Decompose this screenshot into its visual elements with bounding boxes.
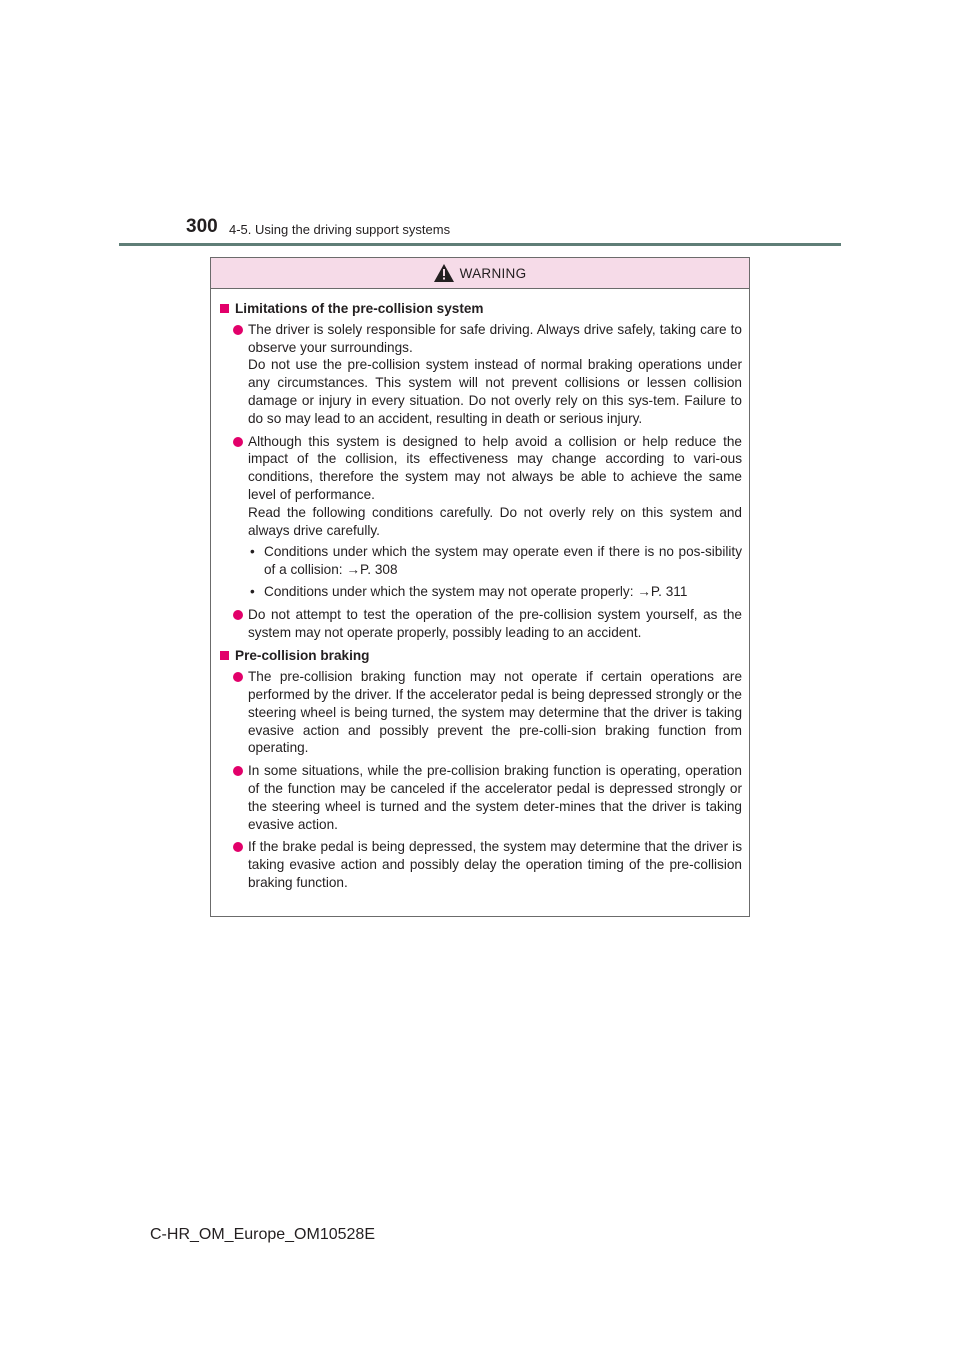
circle-bullet-icon bbox=[233, 672, 243, 682]
circle-bullet-icon bbox=[233, 766, 243, 776]
section-heading-text: Pre-collision braking bbox=[235, 648, 370, 664]
sub-bullet-icon: • bbox=[250, 544, 255, 560]
bullet-text bbox=[248, 838, 742, 891]
section-heading bbox=[219, 647, 742, 665]
bullet-paragraph: Do not attempt to test the operation of the pre-collision system yourself, as the system may not operate properly, possibly leading to an accident. bbox=[248, 606, 742, 640]
square-bullet-icon bbox=[220, 304, 229, 313]
warning-label: WARNING bbox=[459, 265, 527, 281]
circle-bullet-icon bbox=[233, 842, 243, 852]
bullet-item bbox=[219, 762, 742, 833]
section-title: 4-5. Using the driving support systems bbox=[229, 222, 451, 237]
section-heading bbox=[219, 300, 742, 318]
sub-item bbox=[248, 543, 742, 579]
warning-box bbox=[210, 257, 750, 917]
circle-bullet-icon bbox=[233, 437, 243, 447]
warning-section bbox=[219, 647, 742, 891]
square-bullet-icon bbox=[220, 651, 229, 660]
bullet-paragraph: If the brake pedal is being depressed, the system may determine that the driver is taking evasive action and possibly delay the operation timing of the pre-collision braking function. bbox=[248, 839, 742, 890]
bullet-item bbox=[219, 668, 742, 757]
bullet-text bbox=[248, 762, 742, 833]
bullet-text bbox=[248, 668, 742, 757]
bullet-item bbox=[219, 321, 742, 428]
bullet-item bbox=[219, 433, 742, 601]
warning-header bbox=[211, 258, 749, 289]
circle-bullet-icon bbox=[233, 610, 243, 620]
warning-section bbox=[219, 300, 742, 641]
bullet-paragraph: Read the following conditions carefully. Do not overly rely on this system and always drive carefully. bbox=[248, 504, 742, 538]
warning-body bbox=[211, 289, 749, 908]
bullet-paragraph: Do not use the pre-collision system instead of normal braking operations under any circumstances. This system will not prevent collisions or lessen collision damage or injury in every situation. Do not overly rely on this sys-tem. Failure to do so may lead to an accident, resulting in death or serious injury. bbox=[248, 357, 742, 426]
bullet-text bbox=[248, 433, 742, 601]
header-divider bbox=[119, 243, 841, 246]
bullet-paragraph: The pre-collision braking function may not operate if certain operations are performed by the driver. If the accelerator pedal is being depressed strongly or the steering wheel is being turned, the system may determine that the driver is taking evasive action and possibly prevent the pre-colli-sion braking function from operating. bbox=[248, 669, 742, 756]
document-code: C-HR_OM_Europe_OM10528E bbox=[150, 1226, 375, 1243]
circle-bullet-icon bbox=[233, 325, 243, 335]
bullet-paragraph: Although this system is designed to help avoid a collision or help reduce the impact of the collision, its effectiveness may change according to vari-ous conditions, therefore the system may not always be able to achieve the same level of performance. bbox=[248, 433, 742, 502]
bullet-text bbox=[248, 321, 742, 428]
sub-item-text: Conditions under which the system may not operate properly: →P. 311 bbox=[264, 583, 688, 599]
sub-item bbox=[248, 583, 742, 601]
page-number: 300 bbox=[186, 216, 218, 237]
bullet-item bbox=[219, 606, 742, 642]
sub-bullet-icon: • bbox=[250, 583, 255, 599]
bullet-text bbox=[248, 606, 742, 642]
bullet-item bbox=[219, 838, 742, 891]
bullet-paragraph: In some situations, while the pre-collision braking function is operating, operation of the function may be canceled if the accelerator pedal is depressed strongly or the steering wheel is turned and the system deter-mines that the driver is taking evasive action. bbox=[248, 763, 742, 832]
warning-triangle-icon bbox=[434, 264, 454, 282]
sub-item-text: Conditions under which the system may operate even if there is no pos-sibility of a collision: →P. 308 bbox=[264, 544, 742, 578]
section-heading-text: Limitations of the pre-collision system bbox=[235, 301, 484, 316]
bullet-paragraph: The driver is solely responsible for safe driving. Always drive safely, taking care to observe your surroundings. bbox=[248, 321, 742, 355]
